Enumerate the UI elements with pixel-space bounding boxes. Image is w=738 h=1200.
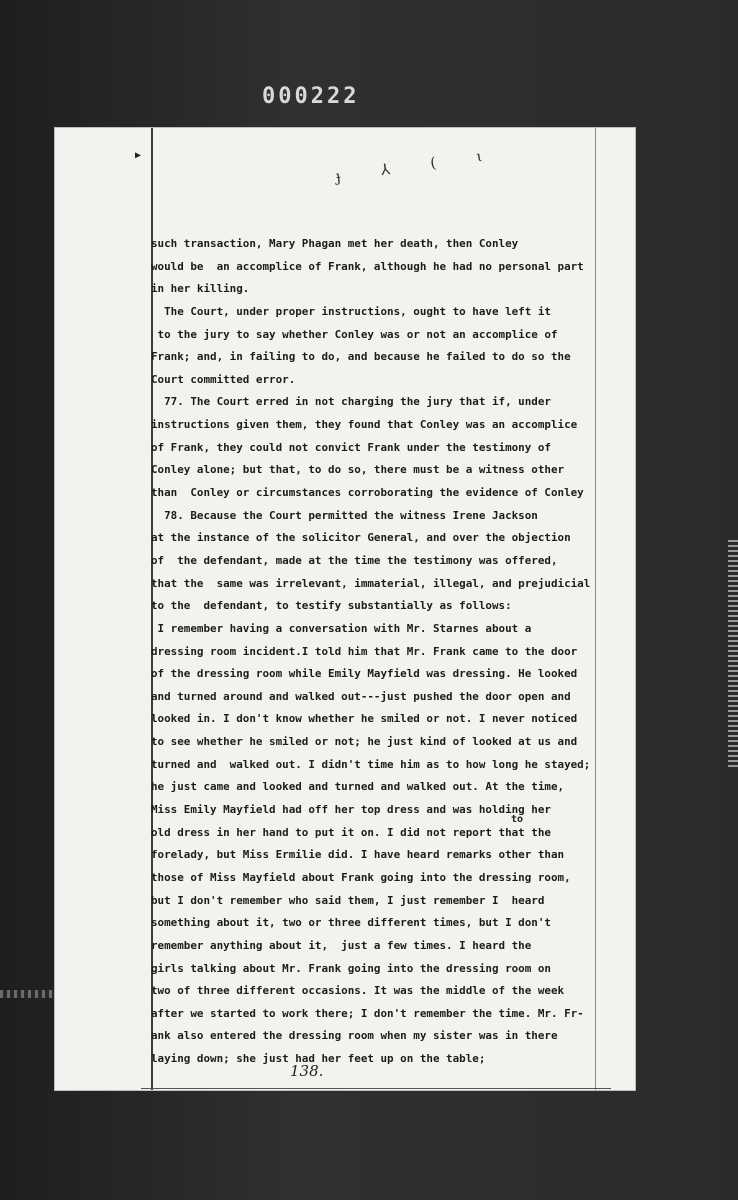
text-line: of the defendant, made at the time the testimony was offered,	[151, 553, 558, 567]
bottom-rule	[141, 1088, 611, 1089]
margin-arrow-icon: ▶	[135, 150, 142, 161]
text-line: Miss Emily Mayfield had off her top dress and was holding her	[151, 803, 551, 817]
text-line: laying down; she just had her feet up on the table;	[151, 1052, 486, 1066]
text-line: that the same was irrelevant, immaterial, illegal, and prejudicial	[151, 576, 591, 590]
document-page	[55, 128, 635, 1090]
text-line: I remember having a conversation with Mr. Starnes about a	[151, 621, 532, 635]
text-line: of Frank, they could not convict Frank under the testimony of	[151, 440, 551, 454]
text-line: dressing room incident.I told him that Mr. Frank came to the door	[151, 644, 578, 658]
page-number: 138.	[290, 1062, 324, 1080]
text-line: ank also entered the dressing room when my sister was in there	[151, 1029, 558, 1043]
text-line: in her killing.	[151, 282, 250, 296]
text-line: two of three different occasions. It was the middle of the week	[151, 984, 565, 998]
text-line: to the defendant, to testify substantially as follows:	[151, 599, 512, 613]
text-line: at the instance of the solicitor General, and over the objection	[151, 531, 571, 545]
text-line: looked in. I don't know whether he smiled or not. I never noticed	[151, 712, 578, 726]
text-line: Court committed error.	[151, 372, 296, 386]
text-line: such transaction, Mary Phagan met her death, then Conley	[151, 237, 519, 250]
handwritten-marks: ɟ ⅄ ( ɩ	[334, 144, 502, 186]
text-line: remember anything about it, just a few times. I heard the	[151, 938, 532, 952]
text-line: Frank; and, in failing to do, and because he failed to do so the	[151, 350, 571, 364]
text-line: something about it, two or three different times, but I don't	[151, 916, 551, 930]
text-line: forelady, but Miss Ermilie did. I have heard remarks other than	[151, 848, 565, 862]
text-line: of the dressing room while Emily Mayfield was dressing. He looked	[151, 667, 578, 681]
archive-stamp: 000222	[262, 84, 360, 109]
film-edge-noise	[728, 540, 738, 770]
text-line: after we started to work there; I don't remember the time. Mr. Fr-	[151, 1006, 584, 1020]
text-line: old dress in her hand to put it on. I did not report that the	[151, 825, 551, 839]
text-line: 78. Because the Court permitted the witness Irene Jackson	[151, 508, 538, 522]
text-line: girls talking about Mr. Frank going into the dressing room on	[151, 961, 551, 975]
text-line: he just came and looked and turned and walked out. At the time,	[151, 780, 565, 794]
text-line: to the jury to say whether Conley was or not an accomplice of	[151, 327, 558, 341]
text-line: Conley alone; but that, to do so, there must be a witness other	[151, 463, 565, 477]
text-line: and turned around and walked out---just pushed the door open and	[151, 689, 571, 703]
text-line: than Conley or circumstances corroborating the evidence of Conley	[151, 486, 584, 500]
text-line: turned and walked out. I didn't time him as to how long he stayed;	[151, 757, 591, 771]
text-line: instructions given them, they found that Conley was an accomplice	[151, 418, 578, 432]
text-line: those of Miss Mayfield about Frank going into the dressing room,	[151, 870, 571, 884]
body-text	[151, 233, 631, 1071]
text-line: 77. The Court erred in not charging the jury that if, under	[151, 395, 551, 409]
text-line: to see whether he smiled or not; he just kind of looked at us and	[151, 735, 578, 749]
interlinear-note: to	[511, 814, 524, 825]
text-line: but I don't remember who said them, I just remember I heard	[151, 893, 545, 907]
text-line: would be an accomplice of Frank, although he had no personal part	[151, 259, 584, 273]
text-line: The Court, under proper instructions, ought to have left it	[151, 304, 551, 318]
